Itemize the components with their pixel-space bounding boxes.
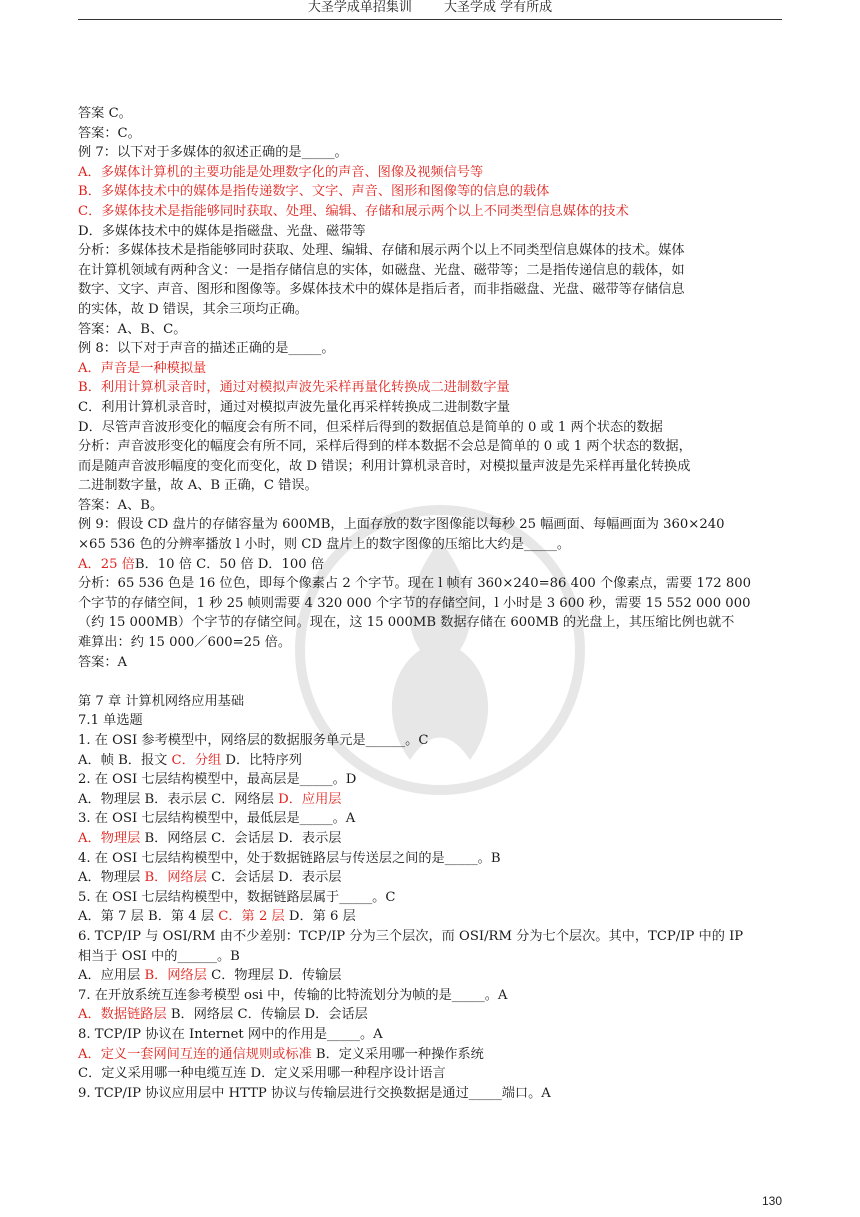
answer-highlight: C．多媒体技术是指能够同时获取、处理、编辑、存储和展示两个以上不同类型信息媒体的技术 xyxy=(78,203,629,219)
header-slogan: 大圣学成 学有所成 xyxy=(444,0,553,15)
page-header xyxy=(78,0,782,20)
text-line xyxy=(78,555,784,575)
text-line xyxy=(78,398,784,418)
text-segment: 答案 C。 xyxy=(78,106,132,121)
text-segment: 二进制数字量，故 A、B 正确，C 错误。 xyxy=(78,478,318,494)
text-segment: C．利用计算机录音时，通过对模拟声波先量化再采样转换成二进制数字量 xyxy=(78,399,511,415)
page-number: 130 xyxy=(761,1194,782,1208)
text-line xyxy=(78,457,784,477)
text-segment: ×65 536 色的分辨率播放 l 小时，则 CD 盘片上的数字图像的压缩比大约是_____。 xyxy=(78,537,571,553)
text-segment: 分析：声音波形变化的幅度会有所不同，采样后得到的样本数据不会总是简单的 0 或 1 两个状态的数据， xyxy=(78,439,692,455)
text-line xyxy=(78,280,784,300)
header-school-name: 大圣学成单招集训 xyxy=(307,0,412,15)
text-line xyxy=(78,241,784,261)
text-segment: 难算出：约 15 000／600=25 倍。 xyxy=(78,635,292,651)
text-segment: 个字节的存储空间，1 秒 25 帧则需要 4 320 000 个字节的存储空间，l 小时是 3 600 秒，需要 15 552 000 000 xyxy=(78,595,751,611)
text-segment: 答案：C。 xyxy=(78,125,141,141)
text-line xyxy=(78,1005,784,1025)
text-segment: 例 7：以下对于多媒体的叙述正确的是_____。 xyxy=(78,145,348,161)
text-line xyxy=(78,1064,784,1084)
text-line xyxy=(78,418,784,438)
text-line xyxy=(78,104,784,124)
text-segment: 6. TCP/IP 与 OSI/RM 由不少差别：TCP/IP 分为三个层次，而 OSI/RM 分为七个层次。其中，TCP/IP 中的 IP xyxy=(78,928,744,944)
text-segment: 分析：多媒体技术是指能够同时获取、处理、编辑、存储和展示两个以上不同类型信息媒体的技术。媒体 xyxy=(78,243,685,259)
text-line xyxy=(78,1084,784,1104)
answer-highlight: A．数据链路层 xyxy=(78,1007,167,1023)
answer-highlight: B．利用计算机录音时，通过对模拟声波先采样再量化转换成二进制数字量 xyxy=(78,380,510,396)
text-segment: 2. 在 OSI 七层结构模型中，最高层是_____。D xyxy=(78,772,357,788)
text-segment: D．尽管声音波形变化的幅度会有所不同，但采样后得到的数据值总是简单的 0 或 1 两个状态的数据 xyxy=(78,419,663,435)
text-segment: 答案：A xyxy=(78,654,128,670)
text-segment: 例 8：以下对于声音的描述正确的是_____。 xyxy=(78,341,335,357)
text-line xyxy=(78,1025,784,1045)
answer-highlight: A．多媒体计算机的主要功能是处理数字化的声音、图像及视频信号等 xyxy=(78,164,484,180)
text-line xyxy=(78,927,784,947)
text-line xyxy=(78,124,784,144)
text-segment: D．比特序列 xyxy=(221,752,302,768)
text-line xyxy=(78,359,784,379)
text-line xyxy=(78,966,784,986)
text-segment: 答案：A、B。 xyxy=(78,497,164,513)
text-line xyxy=(78,182,784,202)
text-segment: D．多媒体技术中的媒体是指磁盘、光盘、磁带等 xyxy=(78,223,366,239)
document-body xyxy=(78,104,784,1103)
text-line xyxy=(78,594,784,614)
text-segment: A．应用层 xyxy=(78,968,145,984)
text-segment: A．第 7 层 B．第 4 层 xyxy=(78,909,219,925)
text-line xyxy=(78,770,784,790)
text-line xyxy=(78,496,784,516)
text-line xyxy=(78,809,784,829)
text-line xyxy=(78,711,784,731)
text-segment: 9. TCP/IP 协议应用层中 HTTP 协议与传输层进行交换数据是通过_____端口。A xyxy=(78,1085,551,1101)
text-line xyxy=(78,320,784,340)
answer-highlight: C．分组 xyxy=(171,752,222,768)
text-segment: B．网络层 C．会话层 D．表示层 xyxy=(140,830,342,846)
text-segment: A．物理层 B．表示层 C．网络层 xyxy=(78,791,279,807)
text-line xyxy=(78,261,784,281)
text-segment: 5. 在 OSI 七层结构模型中，数据链路层属于_____。C xyxy=(78,889,396,905)
text-segment: 而是随声音波形幅度的变化而变化，故 D 错误；利用计算机录音时，对模拟量声波是先采样再量化转换成 xyxy=(78,458,691,474)
text-line xyxy=(78,202,784,222)
text-segment: （约 15 000MB）个字节的存储空间。现在，这 15 000MB 数据存储在 600MB 的光盘上，其压缩比例也就不 xyxy=(78,615,735,631)
text-line xyxy=(78,633,784,653)
answer-highlight: A．定义一套网间互连的通信规则或标准 xyxy=(78,1046,312,1062)
text-segment: 相当于 OSI 中的______。B xyxy=(78,948,240,964)
text-line xyxy=(78,829,784,849)
text-segment: C．物理层 D．传输层 xyxy=(206,968,342,984)
text-line xyxy=(78,574,784,594)
text-segment: A．帧 B．报文 xyxy=(78,752,172,768)
text-line xyxy=(78,751,784,771)
answer-highlight: A．声音是一种模拟量 xyxy=(78,360,207,376)
text-segment: 答案：A、B、C。 xyxy=(78,321,187,337)
answer-highlight: A．25 倍 xyxy=(78,556,135,572)
answer-highlight: A．物理层 xyxy=(78,830,141,846)
text-line xyxy=(78,947,784,967)
text-segment: C．定义采用哪一种电缆互连 D．定义采用哪一种程序设计语言 xyxy=(78,1066,446,1082)
text-segment: B．网络层 C．传输层 D．会话层 xyxy=(166,1007,368,1023)
text-line xyxy=(78,339,784,359)
text-segment: B．10 倍 C．50 倍 D．100 倍 xyxy=(134,556,325,572)
text-segment: A．物理层 xyxy=(78,870,145,886)
answer-highlight: C．第 2 层 xyxy=(218,909,285,925)
text-segment: 1. 在 OSI 参考模型中，网络层的数据服务单元是______。C xyxy=(78,733,429,748)
text-segment: 第 7 章 计算机网络应用基础 xyxy=(78,693,245,709)
text-line xyxy=(78,868,784,888)
text-segment: D．第 6 层 xyxy=(284,909,356,925)
text-segment: C．会话层 D．表示层 xyxy=(206,870,342,886)
text-line xyxy=(78,378,784,398)
text-line xyxy=(78,1045,784,1065)
text-line xyxy=(78,888,784,908)
text-line xyxy=(78,300,784,320)
text-line xyxy=(78,535,784,555)
text-line xyxy=(78,613,784,633)
text-line xyxy=(78,692,784,712)
text-line xyxy=(78,672,784,692)
text-line xyxy=(78,143,784,163)
text-line xyxy=(78,437,784,457)
text-line xyxy=(78,731,784,751)
text-line xyxy=(78,476,784,496)
text-segment: 例 9：假设 CD 盘片的存储容量为 600MB，上面存放的数字图像能以每秒 25 幅画面、每幅画面为 360×240 xyxy=(78,517,725,533)
answer-highlight: B．网络层 xyxy=(144,870,207,886)
text-line xyxy=(78,515,784,535)
text-segment: 7.1 单选题 xyxy=(78,713,143,729)
answer-highlight: D．应用层 xyxy=(278,791,342,807)
text-segment: 数字、文字、声音、图形和图像等。多媒体技术中的媒体是指后者，而非指磁盘、光盘、磁带等存储信息 xyxy=(78,282,685,298)
text-line xyxy=(78,653,784,673)
text-line xyxy=(78,222,784,242)
answer-highlight: B．多媒体技术中的媒体是指传递数字、文字、声音、图形和图像等的信息的载体 xyxy=(78,184,550,200)
text-segment: 7. 在开放系统互连参考模型 osi 中，传输的比特流划分为帧的是_____。A xyxy=(78,987,508,1003)
text-line xyxy=(78,163,784,183)
text-segment: 4. 在 OSI 七层结构模型中，处于数据链路层与传送层之间的是_____。B xyxy=(78,850,501,866)
text-segment: B．定义采用哪一种操作系统 xyxy=(311,1046,484,1062)
text-segment: 3. 在 OSI 七层结构模型中，最低层是_____。A xyxy=(78,811,356,827)
text-line xyxy=(78,849,784,869)
answer-highlight: B．网络层 xyxy=(144,968,207,984)
text-segment: 在计算机领域有两种含义：一是指存储信息的实体，如磁盘、光盘、磁带等；二是指传递信息的载体，如 xyxy=(78,262,685,278)
text-segment: 的实体，故 D 错误，其余三项均正确。 xyxy=(78,301,308,317)
text-line xyxy=(78,907,784,927)
text-line xyxy=(78,986,784,1006)
text-line xyxy=(78,790,784,810)
text-segment: 8. TCP/IP 协议在 Internet 网中的作用是_____。A xyxy=(78,1026,383,1042)
text-segment: 分析：65 536 色是 16 位色，即每个像素占 2 个字节。现在 l 帧有 360×240=86 400 个像素点，需要 172 800 xyxy=(78,576,752,592)
